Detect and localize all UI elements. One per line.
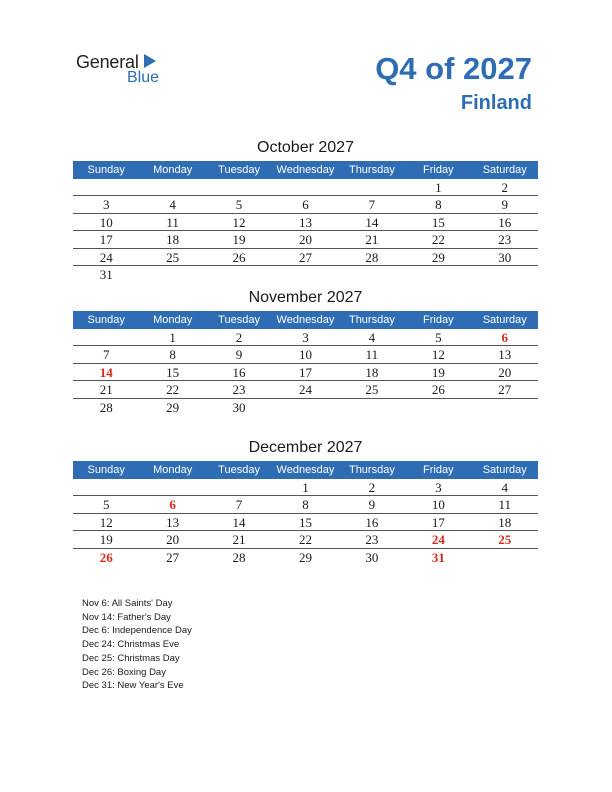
day-cell: 5	[435, 330, 442, 345]
day-cell: 6	[169, 497, 176, 513]
day-cell: 18	[365, 364, 379, 380]
day-cell: 27	[498, 382, 512, 398]
day-cell	[206, 179, 272, 195]
day-cell: 13	[498, 347, 512, 363]
day-cell: 9	[501, 197, 508, 213]
day-cell	[139, 179, 205, 195]
weekday-label: Sunday	[87, 164, 125, 176]
holiday-item: Nov 14: Father's Day	[82, 611, 171, 623]
day-cell: 30	[232, 399, 246, 415]
day-cell: 10	[298, 347, 312, 363]
day-cell: 20	[298, 232, 312, 248]
day-cell: 18	[166, 232, 180, 248]
day-cell: 21	[365, 232, 379, 248]
day-cell: 8	[435, 197, 442, 213]
day-cell: 29	[166, 399, 180, 415]
day-cell: 17	[99, 232, 113, 248]
weekday-label: Saturday	[482, 464, 527, 476]
holiday-item: Dec 31: New Year's Eve	[82, 680, 184, 692]
day-cell: 19	[99, 532, 113, 548]
day-cell	[472, 399, 538, 416]
day-cell: 22	[298, 532, 312, 548]
day-cell: 10	[431, 497, 445, 513]
day-cell: 7	[368, 197, 376, 213]
day-cell: 2	[368, 480, 376, 495]
weekday-label: Friday	[423, 464, 454, 476]
day-cell: 26	[232, 249, 246, 265]
day-cell	[272, 179, 338, 195]
day-cell: 16	[365, 514, 379, 530]
day-cell: 31	[431, 549, 445, 565]
day-cell: 25	[498, 532, 512, 548]
day-cell: 3	[435, 480, 442, 495]
logo-blue-text: Blue	[127, 69, 160, 86]
page-title: Q4 of 2027	[375, 51, 532, 86]
day-cell: 18	[498, 514, 512, 530]
day-cell: 15	[431, 214, 445, 230]
day-cell: 23	[365, 532, 379, 548]
day-cell: 9	[368, 497, 376, 513]
day-cell: 7	[235, 497, 243, 513]
weekday-label: Thursday	[348, 464, 395, 476]
day-cell: 25	[365, 382, 379, 398]
week-row	[73, 329, 538, 346]
day-cell: 16	[498, 214, 512, 230]
holiday-item: Dec 26: Boxing Day	[82, 666, 166, 678]
day-cell: 8	[302, 497, 309, 513]
weekday-label: Wednesday	[276, 464, 335, 476]
weekday-label: Tuesday	[218, 464, 260, 476]
day-cell: 4	[368, 330, 376, 345]
weekday-label: Wednesday	[276, 164, 335, 176]
day-cell	[206, 479, 272, 495]
weekday-label: Friday	[423, 314, 454, 326]
day-cell: 20	[498, 364, 512, 380]
week-row	[73, 479, 538, 496]
holiday-item: Dec 24: Christmas Eve	[82, 639, 180, 651]
weekday-label: Saturday	[482, 314, 527, 326]
day-cell: 14	[99, 364, 113, 380]
weekday-label: Thursday	[348, 164, 395, 176]
weekday-label: Monday	[153, 164, 193, 176]
weekday-label: Friday	[423, 164, 454, 176]
day-cell: 1	[169, 330, 176, 345]
day-cell	[272, 399, 338, 416]
day-cell: 12	[99, 514, 113, 530]
day-cell: 26	[431, 382, 445, 398]
day-cell: 26	[99, 549, 113, 565]
day-cell: 22	[166, 382, 180, 398]
day-cell: 10	[99, 214, 113, 230]
day-cell: 23	[498, 232, 512, 248]
day-cell	[339, 179, 405, 195]
week-row	[73, 531, 538, 548]
day-cell: 2	[501, 180, 508, 195]
month-title: October 2027	[257, 139, 354, 156]
day-cell: 31	[99, 266, 113, 282]
day-cell	[73, 179, 139, 195]
day-cell: 5	[102, 497, 110, 513]
month-calendar-december	[73, 439, 538, 566]
day-cell: 23	[232, 382, 246, 398]
day-cell: 6	[501, 330, 508, 345]
day-cell: 30	[498, 249, 512, 265]
week-row	[73, 399, 538, 416]
day-cell: 9	[235, 347, 243, 363]
day-cell: 29	[431, 249, 445, 265]
week-row	[73, 496, 538, 513]
flag-icon	[144, 54, 156, 68]
day-cell	[405, 266, 471, 283]
weekday-label: Thursday	[348, 314, 395, 326]
week-row	[73, 231, 538, 248]
week-row	[73, 196, 538, 213]
day-cell: 21	[232, 532, 246, 548]
day-cell: 27	[166, 549, 180, 565]
weekday-label: Tuesday	[218, 314, 260, 326]
holiday-item: Nov 6: All Saints' Day	[82, 598, 173, 609]
day-cell	[139, 479, 205, 495]
day-cell: 4	[501, 480, 508, 495]
day-cell: 19	[431, 364, 445, 380]
day-cell: 28	[99, 399, 113, 415]
week-row	[73, 381, 538, 398]
day-cell	[472, 549, 538, 566]
day-cell: 4	[169, 197, 176, 213]
weekday-label: Saturday	[482, 164, 527, 176]
weekday-label: Sunday	[87, 464, 125, 476]
weekday-label: Monday	[153, 464, 193, 476]
day-cell: 12	[431, 347, 445, 363]
day-cell: 13	[166, 514, 180, 530]
day-cell: 24	[298, 382, 312, 398]
day-cell: 5	[235, 197, 243, 213]
day-cell: 28	[365, 249, 379, 265]
day-cell: 2	[235, 330, 243, 345]
week-row	[73, 214, 538, 231]
weekday-header	[73, 461, 538, 479]
day-cell: 14	[232, 514, 246, 530]
day-cell: 3	[302, 330, 309, 345]
week-row	[73, 179, 538, 196]
day-cell	[206, 266, 272, 283]
day-cell	[272, 266, 338, 283]
day-cell: 12	[232, 214, 246, 230]
weekday-label: Monday	[153, 314, 193, 326]
day-cell	[472, 266, 538, 283]
week-row	[73, 266, 538, 283]
holiday-list	[82, 597, 192, 693]
day-cell: 21	[99, 382, 113, 398]
day-cell: 24	[99, 249, 113, 265]
day-cell: 28	[232, 549, 246, 565]
day-cell: 17	[298, 364, 312, 380]
day-cell: 15	[166, 364, 180, 380]
day-cell: 11	[166, 214, 179, 230]
week-row	[73, 346, 538, 363]
month-calendar-october	[73, 139, 538, 283]
day-cell: 6	[302, 197, 309, 213]
logo	[76, 52, 186, 88]
weekday-header	[73, 161, 538, 179]
day-cell: 29	[298, 549, 312, 565]
day-cell	[73, 479, 139, 495]
day-cell: 30	[365, 549, 379, 565]
day-cell: 1	[435, 180, 442, 195]
day-cell: 19	[232, 232, 246, 248]
day-cell	[73, 329, 139, 345]
day-cell	[405, 399, 471, 416]
weekday-header	[73, 311, 538, 329]
day-cell: 3	[102, 197, 110, 213]
week-row	[73, 249, 538, 266]
day-cell: 16	[232, 364, 246, 380]
month-title: December 2027	[248, 439, 363, 456]
month-title: November 2027	[248, 289, 363, 306]
month-calendar-november	[73, 289, 538, 416]
weekday-label: Wednesday	[276, 314, 335, 326]
day-cell: 13	[298, 214, 312, 230]
logo-general-text: General	[76, 52, 139, 72]
day-cell	[339, 399, 405, 416]
weekday-label: Tuesday	[218, 164, 260, 176]
day-cell: 8	[169, 347, 176, 363]
day-cell: 15	[298, 514, 312, 530]
week-row	[73, 549, 538, 566]
day-cell: 22	[431, 232, 445, 248]
day-cell: 24	[431, 532, 445, 548]
weekday-label: Sunday	[87, 314, 125, 326]
week-row	[73, 514, 538, 531]
day-cell: 1	[302, 480, 309, 495]
day-cell: 11	[498, 497, 511, 513]
country-name: Finland	[460, 92, 532, 114]
day-cell: 25	[166, 249, 180, 265]
day-cell: 14	[365, 214, 379, 230]
day-cell: 27	[298, 249, 312, 265]
day-cell: 7	[102, 347, 110, 363]
week-row	[73, 364, 538, 381]
holiday-item: Dec 6: Independence Day	[82, 625, 192, 637]
day-cell	[139, 266, 205, 283]
day-cell	[339, 266, 405, 283]
day-cell: 11	[365, 347, 379, 363]
holiday-item: Dec 25: Christmas Day	[82, 652, 180, 664]
day-cell: 17	[431, 514, 445, 530]
day-cell: 20	[166, 532, 180, 548]
